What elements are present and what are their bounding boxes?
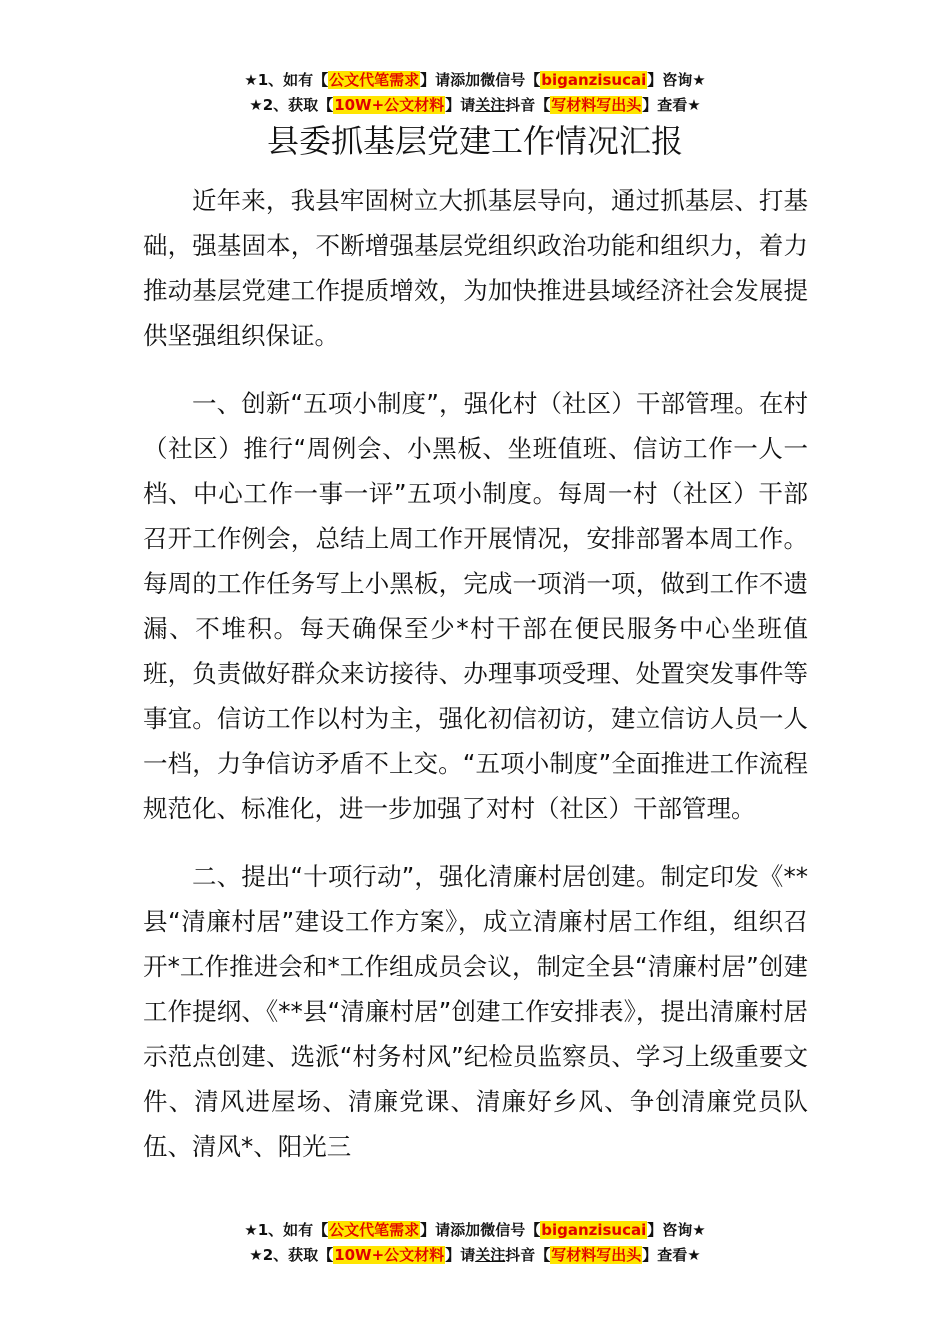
paragraph-intro: 近年来，我县牢固树立大抓基层导向，通过抓基层、打基础，强基固本，不断增强基层党组织政治功能和组织力，着力推动基层党建工作提质增效，为加快推进县域经济社会发展提供坚强组织保证。 bbox=[143, 186, 808, 350]
promo-highlight: 公文代笔需求 bbox=[329, 1221, 420, 1239]
promo-highlight-douyin: 写材料写出头 bbox=[551, 1246, 642, 1264]
promo-text: 】咨询★ bbox=[647, 71, 706, 89]
promo-highlight: 10W+公文材料 bbox=[334, 1246, 445, 1264]
promo-text: 】咨询★ bbox=[647, 1221, 706, 1239]
promo-banner-bottom bbox=[0, 1218, 950, 1268]
promo-text: ★2、获取【 bbox=[249, 96, 334, 114]
promo-line-1 bbox=[0, 68, 950, 93]
promo-text: 微信号【 bbox=[480, 1221, 541, 1239]
promo-banner-top bbox=[0, 68, 950, 118]
promo-text: ★1、如有【 bbox=[244, 1221, 329, 1239]
promo-line-2 bbox=[0, 1243, 950, 1268]
promo-underlined: 关注 bbox=[475, 96, 506, 114]
paragraph-section-1: 一、创新“五项小制度”，强化村（社区）干部管理。在村（社区）推行“周例会、小黑板、坐班值班、信访工作一人一档、中心工作一事一评”五项小制度。每周一村（社区）干部召开工作例会，总结上周工作开展情况，安排部署本周工作。每周的工作任务写上小黑板，完成一项消一项，做到工作不遗漏、不堆积。每天确保至少*村干部在便民服务中心坐班值班，负责做好群众来访接待、办理事项受理、处置突发事件等事宜。信访工作以村为主，强化初信初访，建立信访人员一人一档，力争信访矛盾不上交。“五项小制度”全面推进工作流程规范化、标准化，进一步加强了对村（社区）干部管理。 bbox=[143, 389, 808, 823]
promo-text: 】请添加 bbox=[420, 71, 481, 89]
promo-line-2 bbox=[0, 93, 950, 118]
promo-text: 】查看★ bbox=[642, 96, 701, 114]
promo-text: 微信号【 bbox=[480, 71, 541, 89]
promo-text: ★2、获取【 bbox=[249, 1246, 334, 1264]
promo-highlight-wechat-id: biganzisucai bbox=[541, 71, 647, 89]
promo-text: 抖音【 bbox=[505, 96, 551, 114]
promo-line-1 bbox=[0, 1218, 950, 1243]
promo-highlight: 10W+公文材料 bbox=[334, 96, 445, 114]
promo-highlight: 公文代笔需求 bbox=[329, 71, 420, 89]
promo-text: ★1、如有【 bbox=[244, 71, 329, 89]
promo-highlight-wechat-id: biganzisucai bbox=[541, 1221, 647, 1239]
promo-highlight-douyin: 写材料写出头 bbox=[551, 96, 642, 114]
document-body bbox=[143, 178, 808, 1192]
promo-text: 】请 bbox=[445, 96, 476, 114]
paragraph-section-2: 二、提出“十项行动”，强化清廉村居创建。制定印发《**县“清廉村居”建设工作方案》，成立清廉村居工作组，组织召开*工作推进会和*工作组成员会议，制定全县“清廉村居”创建工作提纲、《**县“清廉村居”创建工作安排表》，提出清廉村居示范点创建、选派“村务村风”纪检员监察员、学习上级重要文件、清风进屋场、清廉党课、清廉好乡风、争创清廉党员队伍、清风*、阳光三 bbox=[143, 862, 808, 1161]
document-title: 县委抓基层党建工作情况汇报 bbox=[266, 122, 683, 160]
promo-underlined: 关注 bbox=[475, 1246, 506, 1264]
promo-text: 抖音【 bbox=[505, 1246, 551, 1264]
promo-text: 】请 bbox=[445, 1246, 476, 1264]
promo-text: 】请添加 bbox=[420, 1221, 481, 1239]
promo-text: 】查看★ bbox=[642, 1246, 701, 1264]
